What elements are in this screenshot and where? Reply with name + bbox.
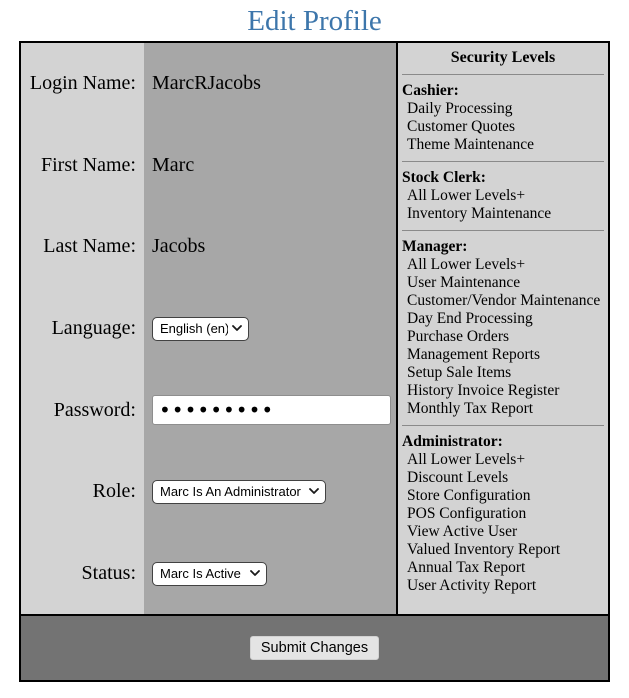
section-heading: Manager:: [402, 238, 468, 255]
language-cell: [144, 288, 396, 370]
first-name-value: Marc: [144, 125, 396, 207]
divider: [402, 230, 604, 231]
security-item: Inventory Maintenance: [407, 205, 552, 222]
security-item: User Activity Report: [407, 577, 537, 594]
security-item: Theme Maintenance: [407, 136, 534, 153]
security-item: Monthly Tax Report: [407, 400, 534, 417]
form-row-first-name: [21, 125, 396, 207]
security-section-stock-clerk: [402, 169, 604, 223]
password-input[interactable]: [152, 395, 391, 425]
form-row-status: [21, 532, 396, 614]
section-heading: Administrator:: [402, 433, 503, 450]
status-label: Status:: [21, 532, 144, 614]
role-select[interactable]: [152, 480, 326, 504]
form-row-language: [21, 288, 396, 370]
role-cell: [144, 451, 396, 533]
form-row-last-name: [21, 206, 396, 288]
security-item: Customer Quotes: [407, 118, 516, 135]
security-item: All Lower Levels+: [407, 187, 526, 204]
language-select[interactable]: [152, 317, 249, 341]
security-item: View Active User: [407, 523, 518, 540]
profile-form: [21, 43, 396, 614]
divider: [402, 161, 604, 162]
divider: [402, 425, 604, 426]
footer-bar: [21, 614, 608, 680]
page-title: Edit Profile: [247, 5, 382, 37]
security-item: Annual Tax Report: [407, 559, 526, 576]
main-area: [21, 43, 608, 614]
security-item: Customer/Vendor Maintenance: [407, 292, 601, 309]
password-cell: [144, 369, 396, 451]
last-name-value: Jacobs: [144, 206, 396, 288]
section-heading: Cashier:: [402, 82, 459, 99]
role-label: Role:: [21, 451, 144, 533]
security-item: History Invoice Register: [407, 382, 560, 399]
status-cell: [144, 532, 396, 614]
divider: [402, 74, 604, 75]
first-name-label: First Name:: [21, 125, 144, 207]
security-item: Valued Inventory Report: [407, 541, 561, 558]
security-item: Day End Processing: [407, 310, 533, 327]
form-row-login-name: [21, 43, 396, 125]
form-row-role: [21, 451, 396, 533]
security-item: All Lower Levels+: [407, 256, 526, 273]
last-name-label: Last Name:: [21, 206, 144, 288]
security-item: Setup Sale Items: [407, 364, 512, 381]
login-name-value: MarcRJacobs: [144, 43, 396, 125]
password-label: Password:: [21, 369, 144, 451]
security-item: POS Configuration: [407, 505, 527, 522]
security-item: Management Reports: [407, 346, 541, 363]
edit-profile-panel: [19, 41, 610, 682]
security-item: Discount Levels: [407, 469, 509, 486]
login-name-label: Login Name:: [21, 43, 144, 125]
section-heading: Stock Clerk:: [402, 169, 486, 186]
security-item: Purchase Orders: [407, 328, 510, 345]
status-select[interactable]: [152, 562, 267, 586]
security-section-manager: [402, 238, 604, 418]
security-levels-title: Security Levels: [450, 49, 556, 66]
security-levels-panel: [396, 43, 608, 614]
security-item: User Maintenance: [407, 274, 521, 291]
form-row-password: [21, 369, 396, 451]
security-section-cashier: [402, 82, 604, 154]
security-item: Store Configuration: [407, 487, 531, 504]
submit-changes-button[interactable]: Submit Changes: [250, 636, 379, 660]
security-item: All Lower Levels+: [407, 451, 526, 468]
security-section-administrator: [402, 433, 604, 595]
language-label: Language:: [21, 288, 144, 370]
security-item: Daily Processing: [407, 100, 513, 117]
